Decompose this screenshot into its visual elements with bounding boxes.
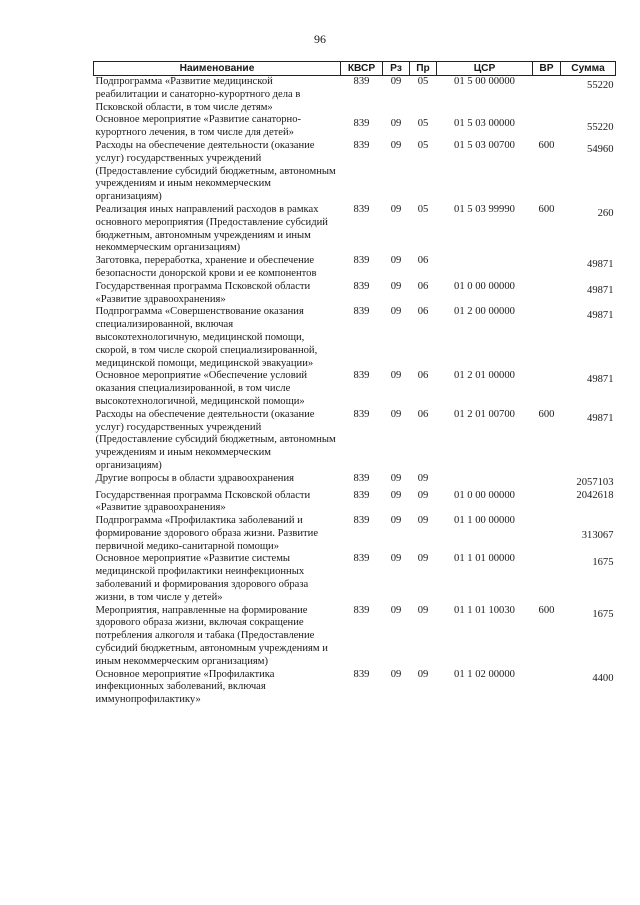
row-name: Государственная программа Псковской области «Развитие здравоохранения» [95, 280, 311, 305]
row-sum: 49871 [587, 284, 614, 296]
row-pr: 06 [417, 255, 429, 267]
row-vr [533, 515, 561, 553]
row-rz: 09 [390, 139, 402, 151]
row-csr: 01 1 01 00000 [454, 553, 515, 565]
row-vr [533, 490, 561, 516]
row-csr: 01 2 01 00000 [454, 370, 515, 382]
row-csr: 01 5 03 00700 [454, 139, 515, 151]
table-row [94, 490, 616, 516]
row-name: Основное мероприятие «Развитие системы медицинской профилактики неинфекционных заболеваний и формирования здорового образа жизни, в том числе у детей» [95, 553, 309, 603]
table-row [94, 306, 616, 370]
row-pr: 06 [417, 408, 429, 420]
row-sum: 49871 [587, 412, 614, 424]
row-kvsr: 839 [353, 370, 370, 382]
table-row [94, 76, 616, 115]
row-pr: 05 [417, 118, 429, 130]
table-row [94, 669, 616, 707]
table-header-row [94, 62, 616, 76]
row-vr: 600 [538, 139, 555, 151]
header-vr: ВР [533, 62, 561, 76]
row-name: Заготовка, переработка, хранение и обеспечение безопасности донорской крови и ее компонентов [95, 255, 317, 279]
row-sum: 313067 [581, 530, 614, 542]
row-sum: 55220 [587, 80, 614, 91]
row-name: Мероприятия, направленные на формирование здорового образа жизни, включая сокращение потребления алкоголя и табака (Предоставление субсидий бюджетным, автономным учреждениям и иным некоммерческим организациям) [95, 604, 328, 667]
row-name: Подпрограмма «Развитие медицинской реабилитации и санаторно-курортного дела в Псковской области, в том числе детям» [95, 76, 301, 113]
row-kvsr: 839 [353, 408, 370, 420]
row-pr: 05 [417, 139, 429, 151]
row-pr: 05 [417, 76, 429, 87]
row-rz: 09 [390, 668, 402, 680]
row-vr [533, 306, 561, 370]
row-csr: 01 1 01 10030 [454, 604, 515, 616]
table-row [94, 515, 616, 553]
table-row [94, 409, 616, 473]
table-row [94, 114, 616, 140]
row-csr: 01 5 00 00000 [454, 76, 515, 87]
row-csr: 01 5 03 00000 [454, 118, 515, 130]
row-vr [533, 255, 561, 281]
row-kvsr: 839 [353, 489, 370, 501]
row-vr [533, 553, 561, 604]
header-pr: Пр [410, 62, 437, 76]
row-kvsr: 839 [353, 203, 370, 215]
row-vr [533, 370, 561, 408]
row-vr: 600 [538, 604, 555, 616]
row-pr: 09 [417, 668, 429, 680]
page-number: 96 [314, 32, 326, 46]
row-name: Реализация иных направлений расходов в рамках основного мероприятия (Предоставление субсидий бюджетным, автономным учреждениям и иным некоммерческим организациям) [95, 203, 328, 254]
header-kvsr: КВСР [341, 62, 383, 76]
table-row [94, 370, 616, 408]
row-sum: 1675 [592, 557, 614, 569]
row-rz: 09 [390, 472, 402, 484]
row-kvsr: 839 [353, 139, 370, 151]
row-sum: 2042618 [576, 489, 614, 501]
row-rz: 09 [390, 408, 402, 420]
row-kvsr: 839 [353, 668, 370, 680]
row-rz: 09 [390, 306, 402, 318]
row-vr [533, 76, 561, 115]
row-vr: 600 [538, 408, 555, 420]
row-rz: 09 [390, 489, 402, 501]
row-sum: 260 [597, 207, 614, 219]
row-rz: 09 [390, 255, 402, 267]
row-sum: 49871 [587, 374, 614, 386]
row-name: Расходы на обеспечение деятельности (оказание услуг) государственных учреждений (Предоставление субсидий бюджетным, автономным учреждениям и иным некоммерческим организациям) [95, 139, 336, 203]
row-name: Подпрограмма «Профилактика заболеваний и формирование здорового образа жизни. Развитие первичной медико-санитарной помощи» [95, 515, 319, 552]
row-sum: 49871 [587, 310, 614, 322]
row-sum: 49871 [587, 259, 614, 271]
row-rz: 09 [390, 203, 402, 215]
row-rz: 09 [390, 553, 402, 565]
row-pr: 06 [417, 280, 429, 292]
row-kvsr: 839 [353, 255, 370, 267]
row-pr: 09 [417, 489, 429, 501]
row-kvsr: 839 [353, 118, 370, 130]
row-name: Расходы на обеспечение деятельности (оказание услуг) государственных учреждений (Предоставление субсидий бюджетным, автономным учреждениям и иным некоммерческим организациям) [95, 408, 336, 471]
row-rz: 09 [390, 118, 402, 130]
row-vr: 600 [538, 203, 555, 215]
header-sum: Сумма [561, 62, 616, 76]
row-csr [437, 255, 533, 281]
row-kvsr: 839 [353, 306, 370, 318]
table-row [94, 605, 616, 669]
row-csr: 01 0 00 00000 [454, 280, 515, 292]
row-csr: 01 5 03 99990 [454, 203, 515, 215]
row-sum: 4400 [592, 672, 614, 684]
row-name: Государственная программа Псковской области «Развитие здравоохранения» [95, 489, 311, 514]
row-csr: 01 2 01 00700 [454, 408, 515, 420]
row-kvsr: 839 [353, 472, 370, 484]
row-sum: 2057103 [576, 476, 614, 488]
row-pr: 06 [417, 370, 429, 382]
row-vr [533, 669, 561, 707]
row-pr: 09 [417, 553, 429, 565]
row-kvsr: 839 [353, 604, 370, 616]
row-rz: 09 [390, 515, 402, 527]
row-sum: 55220 [587, 122, 614, 134]
row-kvsr: 839 [353, 515, 370, 527]
row-name: Другие вопросы в области здравоохранения [95, 472, 294, 484]
header-rz: Рз [383, 62, 410, 76]
table-row [94, 204, 616, 255]
table-row [94, 281, 616, 307]
row-csr: 01 1 00 00000 [454, 515, 515, 527]
table-row [94, 553, 616, 604]
row-rz: 09 [390, 76, 402, 87]
header-csr: ЦСР [437, 62, 533, 76]
row-vr [533, 281, 561, 307]
table-row [94, 140, 616, 204]
row-name: Основное мероприятие «Профилактика инфекционных заболеваний, включая иммунопрофилактику» [95, 668, 275, 706]
row-pr: 09 [417, 604, 429, 616]
row-vr [533, 473, 561, 490]
row-pr: 09 [417, 515, 429, 527]
row-csr [437, 473, 533, 490]
row-csr: 01 1 02 00000 [454, 668, 515, 680]
row-rz: 09 [390, 370, 402, 382]
row-kvsr: 839 [353, 280, 370, 292]
row-pr: 05 [417, 203, 429, 215]
row-name: Основное мероприятие «Развитие санаторно-курортного лечения, в том числе для детей» [95, 114, 302, 139]
row-sum: 54960 [587, 143, 614, 155]
row-vr [533, 114, 561, 140]
table-row [94, 255, 616, 281]
row-sum: 1675 [592, 608, 614, 620]
row-csr: 01 2 00 00000 [454, 306, 515, 318]
row-pr: 06 [417, 306, 429, 318]
row-csr: 01 0 00 00000 [454, 489, 515, 501]
budget-table [93, 61, 616, 707]
row-pr: 09 [417, 472, 429, 484]
row-name: Основное мероприятие «Обеспечение условий оказания специализированной, в том числе высокотехнологичной, медицинской помощи» [95, 370, 308, 407]
row-kvsr: 839 [353, 553, 370, 565]
row-kvsr: 839 [353, 76, 370, 87]
row-rz: 09 [390, 280, 402, 292]
row-name: Подпрограмма «Совершенствование оказания специализированной, включая высокотехнологичную, медицинской помощи, скорой, в том числе скорой специализированной, медицинской помощи, медицинской эвакуации» [95, 306, 318, 369]
table-row [94, 473, 616, 490]
row-rz: 09 [390, 604, 402, 616]
header-name: Наименование [94, 62, 341, 76]
